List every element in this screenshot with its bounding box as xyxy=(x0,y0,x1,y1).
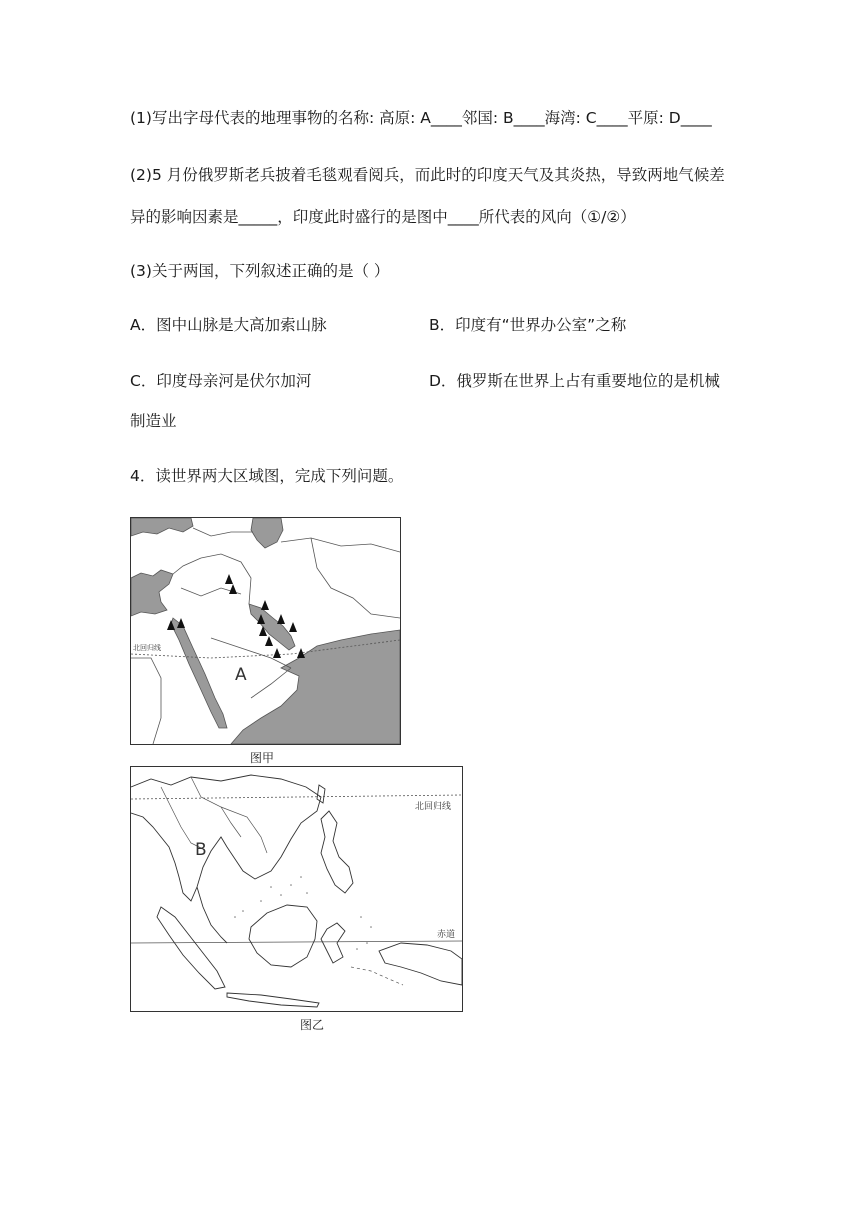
question-3: (3)关于两国，下列叙述正确的是（ ） xyxy=(130,262,390,280)
map-middle-east-drawing xyxy=(131,518,400,744)
map-middle-east xyxy=(130,517,401,745)
map1-tropic-label: 北回归线 xyxy=(133,644,161,652)
question-1: (1)写出字母代表的地理事物的名称: 高原: A____邻国: B____海湾: C____平原: D____ xyxy=(130,109,712,127)
question-4: 4．读世界两大区域图，完成下列问题。 xyxy=(130,467,404,485)
map1-caption: 图甲 xyxy=(250,751,275,765)
map2-tropic-label: 北回归线 xyxy=(415,802,452,812)
map1-label-a: A xyxy=(235,665,247,685)
option-d: D．俄罗斯在世界上占有重要地位的是机械 xyxy=(429,372,720,390)
map2-equator-label: 赤道 xyxy=(437,930,456,940)
option-d-continued: 制造业 xyxy=(130,412,177,430)
question-2-line-1: (2)5 月份俄罗斯老兵披着毛毯观看阅兵，而此时的印度天气及其炎热，导致两地气候差 xyxy=(130,166,725,184)
option-b: B．印度有“世界办公室”之称 xyxy=(429,316,627,334)
scattered-islands xyxy=(234,876,372,950)
map-southeast-asia-drawing xyxy=(131,767,462,1011)
option-a: A．图中山脉是大高加索山脉 xyxy=(130,316,327,334)
option-c: C．印度母亲河是伏尔加河 xyxy=(130,372,312,390)
question-2-line-2: 异的影响因素是_____，印度此时盛行的是图中____所代表的风向（①/②） xyxy=(130,208,636,226)
map2-caption: 图乙 xyxy=(300,1018,325,1032)
map-southeast-asia xyxy=(130,766,463,1012)
map2-label-b: B xyxy=(195,840,207,860)
